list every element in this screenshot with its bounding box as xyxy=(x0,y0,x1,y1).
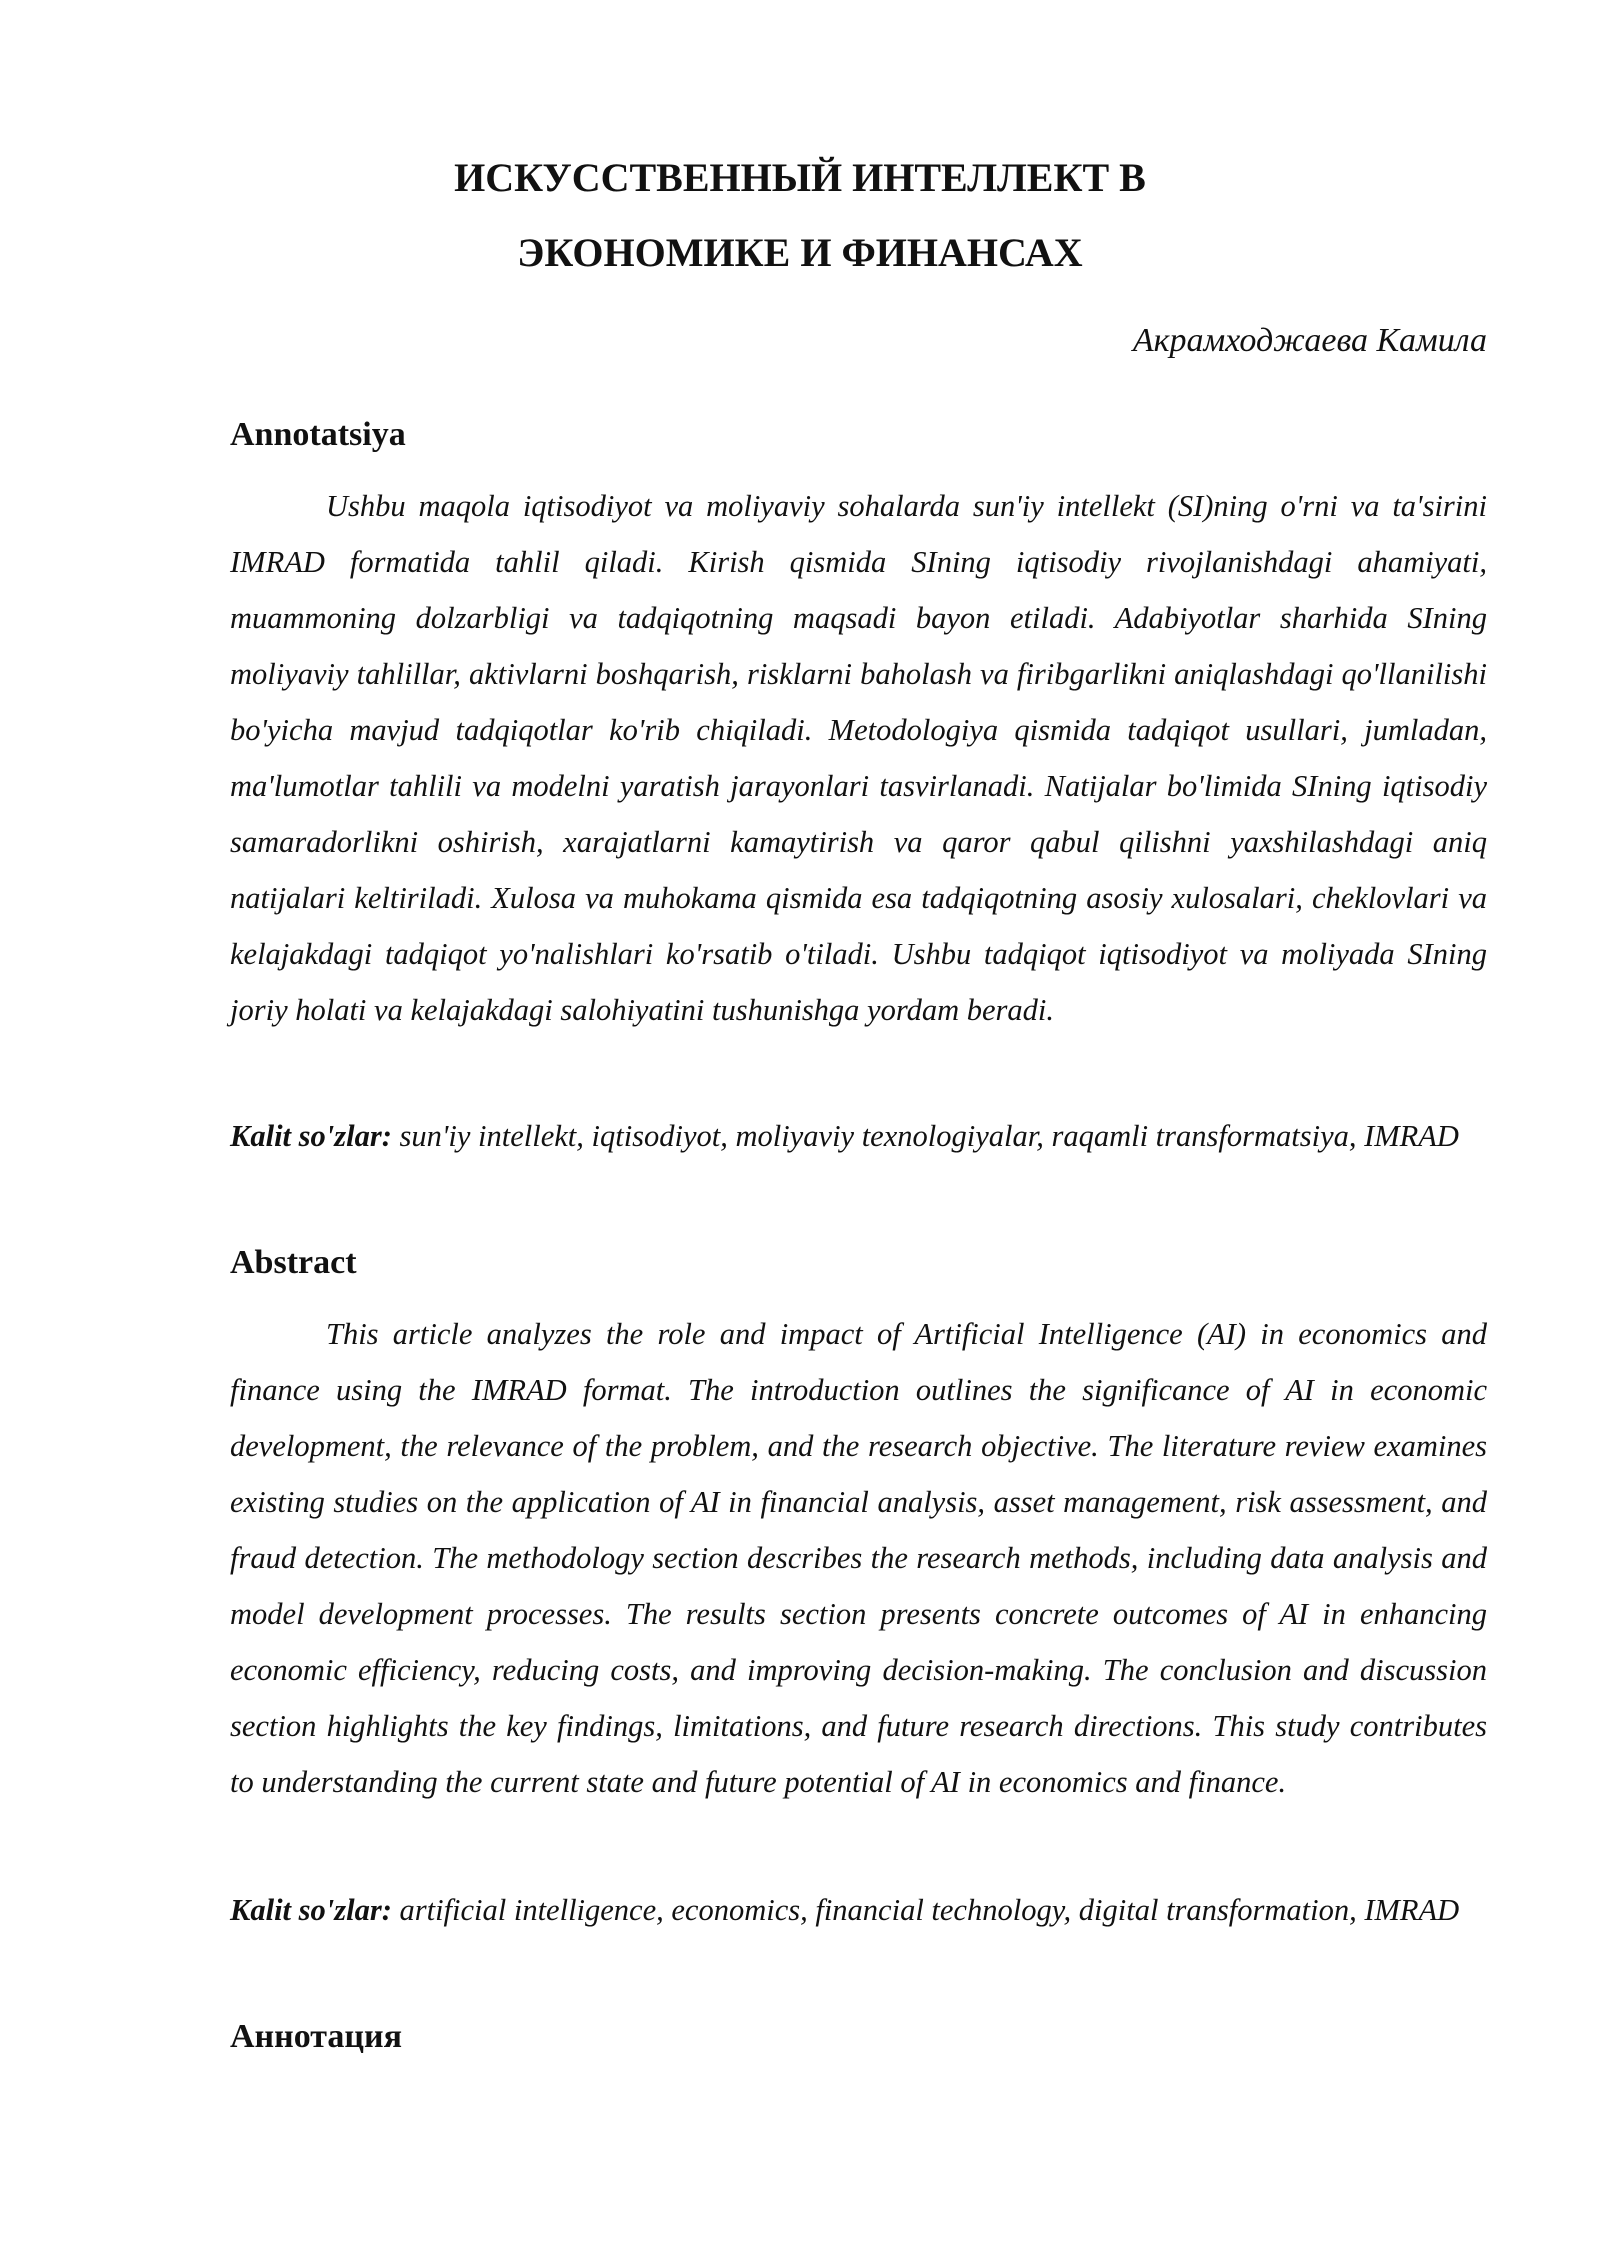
en-keywords-label: Kalit so'zlar: xyxy=(230,1893,392,1927)
uz-keywords-list: sun'iy intellekt, iqtisodiyot, moliyaviy texnologiyalar, raqamli transformatsiya, IMRAD xyxy=(399,1119,1459,1153)
abstract-body: This article analyzes the role and impact of Artificial Intelligence (AI) in economics and finance using the IMRAD format. The introduction outlines the significance of AI in economic development, the relevance of the problem, and the research objective. The literature review examines existing studies on the application of AI in financial analysis, asset management, risk assessment, and fraud detection. The methodology section describes the research methods, including data analysis and model development processes. The results section presents concrete outcomes of AI in enhancing economic efficiency, reducing costs, and improving decision-making. The conclusion and discussion section highlights the key findings, limitations, and future research directions. This study contributes to understanding the current state and future potential of AI in economics and finance. xyxy=(230,1317,1487,1799)
title-line-1: ИСКУССТВЕННЫЙ ИНТЕЛЛЕКТ В xyxy=(454,155,1146,200)
annotatsiya-heading: Annotatsiya xyxy=(230,416,406,453)
en-keywords-list: artificial intelligence, economics, financial technology, digital transformation, IMRAD xyxy=(399,1893,1460,1927)
annotatsiya-body: Ushbu maqola iqtisodiyot va moliyaviy sohalarda sun'iy intellekt (SI)ning o'rni va ta'sirini IMRAD formatida tahlil qiladi. Kirish qismida SIning iqtisodiy rivojlanishdagi ahamiyati, muammoning dolzarbligi va tadqiqotning maqsadi bayon etiladi. Adabiyotlar sharhida SIning moliyaviy tahlillar, aktivlarni boshqarish, risklarni baholash va firibgarlikni aniqlashdagi qo'llanilishi bo'yicha mavjud tadqiqotlar ko'rib chiqiladi. Metodologiya qismida tadqiqot usullari, jumladan, ma'lumotlar tahlili va modelni yaratish jarayonlari tasvirlanadi. Natijalar bo'limida SIning iqtisodiy samaradorlikni oshirish, xarajatlarni kamaytirish va qaror qabul qilishni yaxshilashdagi aniq natijalari keltiriladi. Xulosa va muhokama qismida esa tadqiqotning asosiy xulosalari, cheklovlari va kelajakdagi tadqiqot yo'nalishlari ko'rsatib o'tiladi. Ushbu tadqiqot iqtisodiyot va moliyada SIning joriy holati va kelajakdagi salohiyatini tushunishga yordam beradi. xyxy=(230,489,1487,1027)
uz-keywords-label: Kalit so'zlar: xyxy=(230,1119,392,1153)
en-keywords xyxy=(230,1882,1487,1938)
author-name: Акрамходжаева Камила xyxy=(1132,322,1487,359)
uz-keywords xyxy=(230,1108,1487,1164)
title-line-2: ЭКОНОМИКЕ И ФИНАНСАХ xyxy=(517,230,1083,275)
annotatsiya-ru-heading: Аннотация xyxy=(230,2018,402,2055)
abstract-heading: Abstract xyxy=(230,1244,357,1281)
